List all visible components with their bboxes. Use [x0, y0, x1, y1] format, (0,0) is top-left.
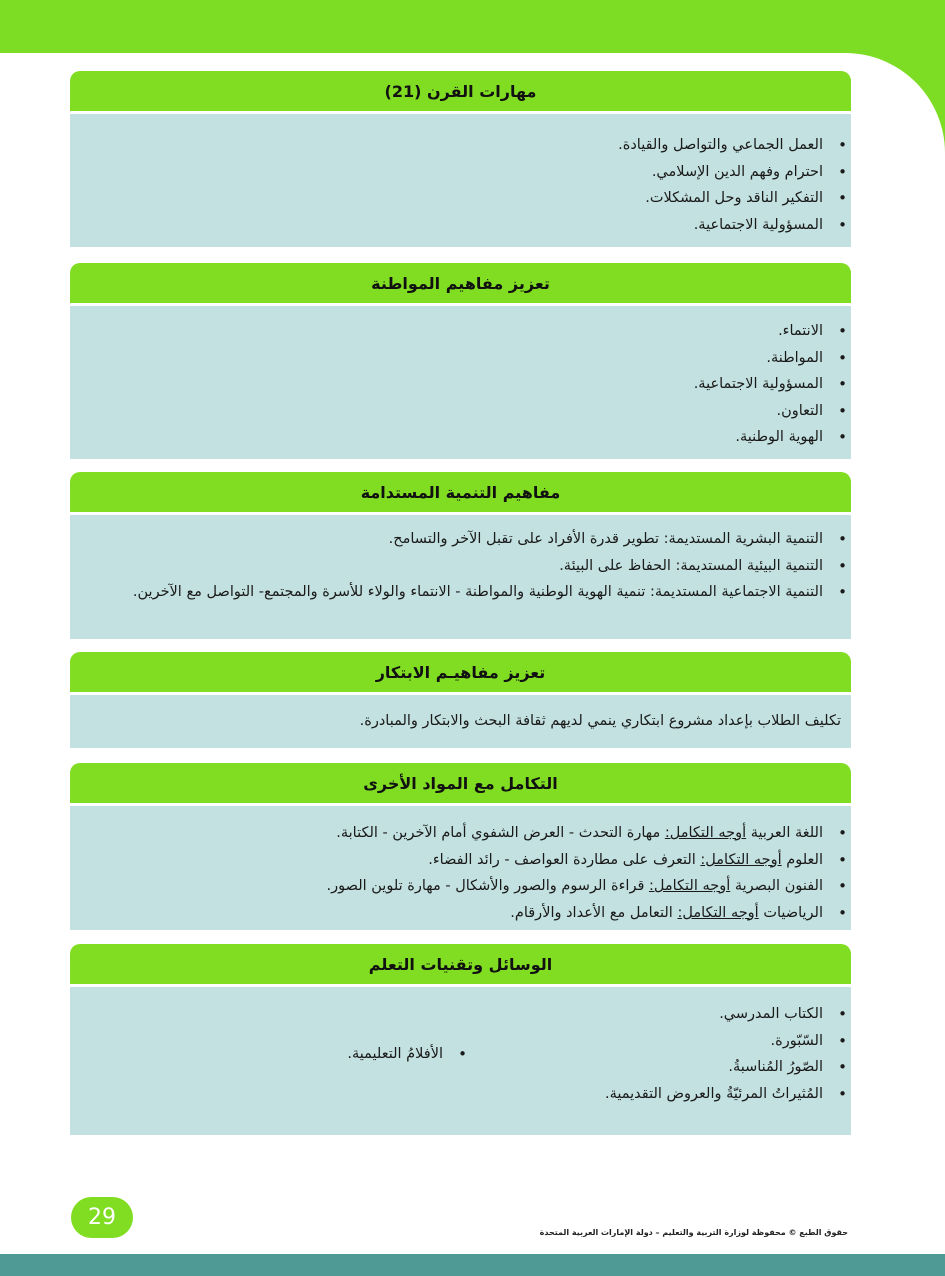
bullet-list: [70, 1041, 471, 1068]
list-item: [82, 847, 823, 874]
list-item: • التنمية الاجتماعية المستديمة: تنمية الهوية الوطنية والمواطنة - الانتماء والولاء للأسرة والمجتمع- التواصل مع الآخرين.: [82, 579, 823, 606]
section-integration: [70, 763, 851, 930]
integration-label: أوجه التكامل:: [677, 904, 759, 921]
subject-name: العلوم: [786, 851, 823, 868]
bullet-list: [471, 1001, 851, 1107]
bullet-list: [70, 820, 851, 926]
list-item: • العمل الجماعي والتواصل والقيادة.: [82, 132, 823, 159]
bullet-list: [70, 132, 851, 238]
list-item: • الهوية الوطنية.: [82, 424, 823, 451]
list-item: • احترام وفهم الدين الإسلامي.: [82, 159, 823, 186]
section-sustainable-development: [70, 472, 851, 639]
section-innovation: [70, 652, 851, 748]
integration-text: قراءة الرسوم والصور والأشكال - مهارة تلوين الصور.: [326, 878, 645, 894]
section-title: التكامل مع المواد الأخرى: [70, 763, 851, 803]
integration-text: التعرف على مطاردة العواصف - رائد الفضاء.: [428, 851, 696, 868]
integration-text: مهارة التحدث - العرض الشفوي أمام الآخرين - الكتابة.: [336, 825, 661, 841]
list-item: [82, 873, 823, 900]
list-item: • المسؤولية الاجتماعية.: [82, 371, 823, 398]
list-item: • الأفلامُ التعليمية.: [82, 1041, 443, 1068]
section-title: مهارات القرن (21): [70, 71, 851, 111]
section-learning-tools: [70, 944, 851, 1135]
bottom-decor-band: [0, 1254, 945, 1276]
section-title: تعزيز مفاهيم المواطنة: [70, 263, 851, 303]
tools-column-right: [471, 1001, 851, 1107]
list-item: • التنمية البيئية المستديمة: الحفاظ على البيئة.: [82, 553, 823, 580]
integration-label: أوجه التكامل:: [664, 825, 747, 841]
tools-column-left: [70, 1041, 471, 1068]
subject-name: الفنون البصرية: [734, 878, 823, 894]
bullet-list: [70, 526, 851, 606]
list-item: • الانتماء.: [82, 318, 823, 345]
innovation-text: تكليف الطلاب بإعداد مشروع ابتكاري ينمي لديهم ثقافة البحث والابتكار والمبادرة.: [359, 713, 841, 729]
section-21st-century-skills: [70, 71, 851, 247]
copyright-notice: حقوق الطبع © محفوظة لوزارة التربية والتعليم – دولة الإمارات العربية المتحدة: [539, 1228, 848, 1237]
list-item: • التفكير الناقد وحل المشكلات.: [82, 185, 823, 212]
list-item: • المواطنة.: [82, 345, 823, 372]
page-number: 29: [71, 1197, 133, 1238]
subject-name: الرياضيات: [763, 904, 823, 921]
integration-text: التعامل مع الأعداد والأرقام.: [510, 904, 673, 921]
section-title: تعزيز مفاهيـم الابتكار: [70, 652, 851, 692]
integration-label: أوجه التكامل:: [700, 851, 782, 868]
list-item: • المُثيراتُ المرئيّةُ والعروض التقديمية.: [483, 1081, 823, 1108]
list-item: • الصّورُ المُناسبةُ.: [483, 1054, 823, 1081]
section-title: الوسائل وتقنيات التعلم: [70, 944, 851, 984]
integration-label: أوجه التكامل:: [649, 878, 731, 894]
subject-name: اللغة العربية: [750, 825, 823, 841]
bullet-list: [70, 318, 851, 451]
top-decor-band: [0, 0, 945, 53]
list-item: • التنمية البشرية المستديمة: تطوير قدرة الأفراد على تقبل الآخر والتسامح.: [82, 526, 823, 553]
section-title: مفاهيم التنمية المستدامة: [70, 472, 851, 512]
list-item: • السّبّورة.: [483, 1028, 823, 1055]
list-item: [82, 820, 823, 847]
list-item: • المسؤولية الاجتماعية.: [82, 212, 823, 239]
list-item: [82, 900, 823, 927]
section-citizenship: [70, 263, 851, 459]
list-item: • الكتاب المدرسي.: [483, 1001, 823, 1028]
list-item: • التعاون.: [82, 398, 823, 425]
